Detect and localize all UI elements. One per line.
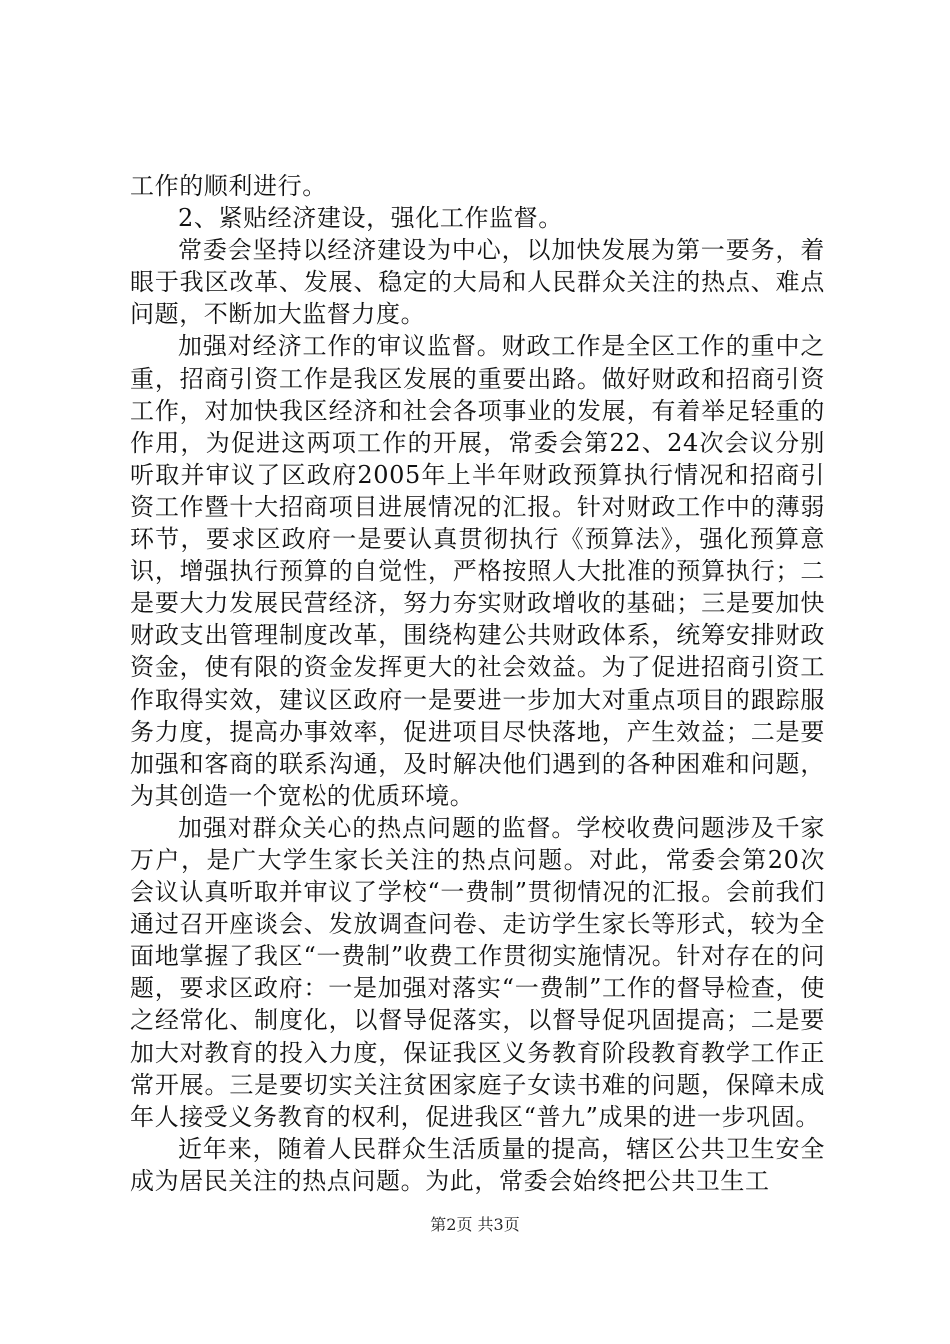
paragraph-intro: 常委会坚持以经济建设为中心，以加快发展为第一要务，着眼于我区改革、发展、稳定的大局和人民群众关注的热点、难点问题，不断加大监督力度。 [130, 236, 825, 329]
paragraph-public-health: 近年来，随着人民群众生活质量的提高，辖区公共卫生安全成为居民关注的热点问题。为此，常委会始终把公共卫生工 [130, 1134, 825, 1195]
paragraph-economic-oversight: 加强对经济工作的审议监督。财政工作是全区工作的重中之重，招商引资工作是我区发展的重要出路。做好财政和招商引资工作，对加快我区经济和社会各项事业的发展，有着举足轻重的作用，为促进这两项工作的开展，常委会第22、24次会议分别听取并审议了区政府2005年上半年财政预算执行情况和招商引资工作暨十大招商项目进展情况的汇报。针对财政工作中的薄弱环节，要求区政府一是要认真贯彻执行《预算法》，强化预算意识，增强执行预算的自觉性，严格按照人大批准的预算执行；二是要大力发展民营经济，努力夯实财政增收的基础；三是要加快财政支出管理制度改革，围绕构建公共财政体系，统筹安排财政资金，使有限的资金发挥更大的社会效益。为了促进招商引资工作取得实效，建议区政府一是要进一步加大对重点项目的跟踪服务力度，提高办事效率，促进项目尽快落地，产生效益；二是要加强和客商的联系沟通，及时解决他们遇到的各种困难和问题，为其创造一个宽松的优质环境。 [130, 332, 825, 810]
paragraph-continuation: 工作的顺利进行。 [130, 172, 327, 200]
document-body [130, 170, 825, 1197]
section-heading: 2、紧贴经济建设，强化工作监督。 [178, 204, 563, 233]
page-footer: 第2页 共3页 [430, 1215, 520, 1234]
paragraph-public-concern-oversight: 加强对群众关心的热点问题的监督。学校收费问题涉及千家万户，是广大学生家长关注的热点问题。对此，常委会第20次会议认真听取并审议了学校“一费制”贯彻情况的汇报。会前我们通过召开座谈会、发放调查问卷、走访学生家长等形式，较为全面地掌握了我区“一费制”收费工作贯彻实施情况。针对存在的问题，要求区政府：一是加强对落实“一费制”工作的督导检查，使之经常化、制度化，以督导促落实，以督导促巩固提高；二是要加大对教育的投入力度，保证我区义务教育阶段教育教学工作正常开展。三是要切实关注贫困家庭子女读书难的问题，保障未成年人接受义务教育的权利，促进我区“普九”成果的进一步巩固。 [130, 813, 825, 1131]
